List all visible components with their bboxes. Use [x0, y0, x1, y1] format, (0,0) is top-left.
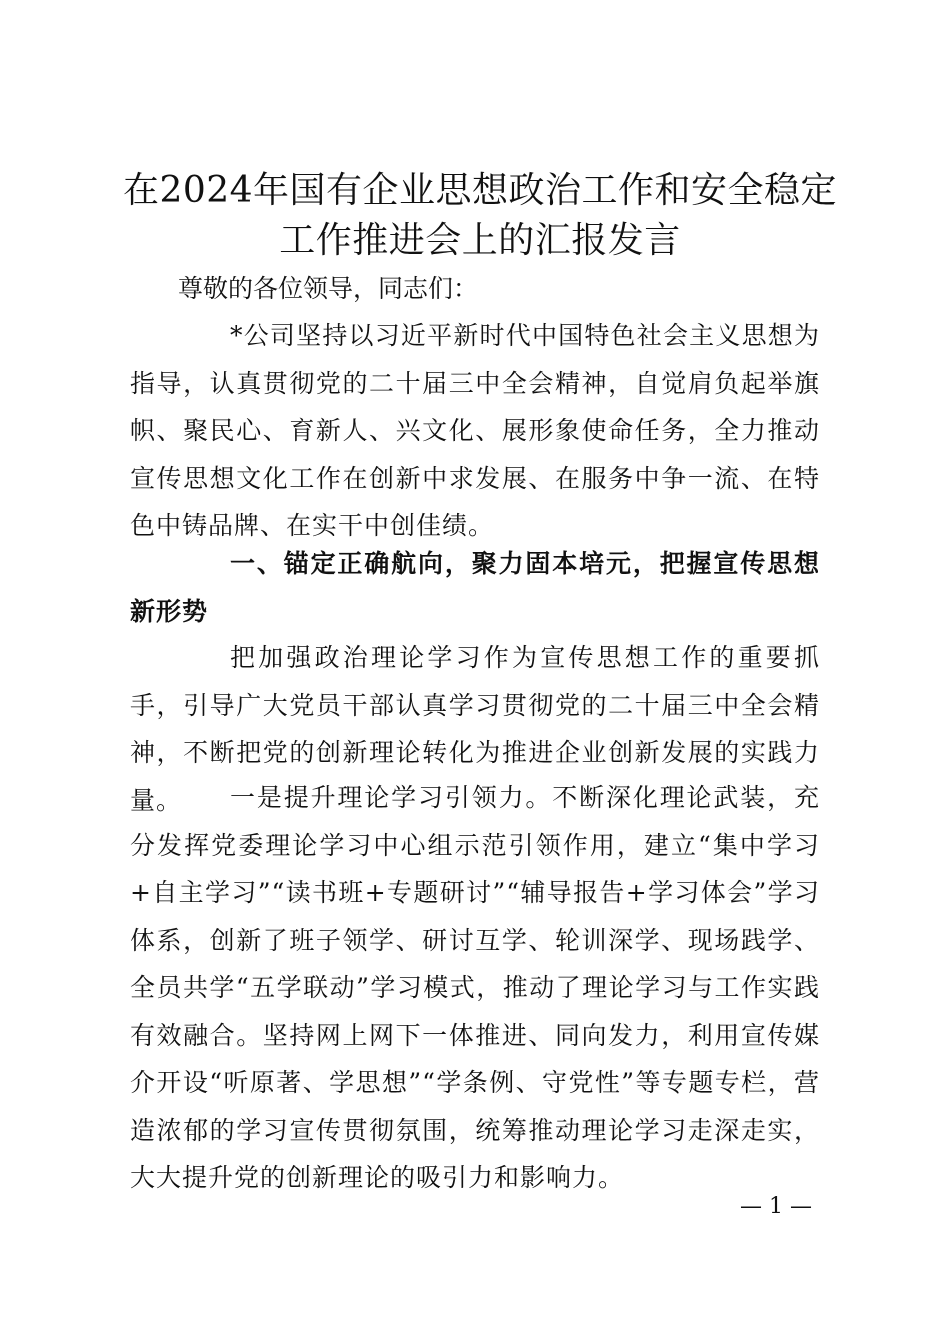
- page-title: [110, 166, 850, 266]
- salutation: 尊敬的各位领导，同志们：: [178, 274, 479, 303]
- body-paragraph: 一是提升理论学习引领力。不断深化理论武装，充分发挥党委理论学习中心组示范引领作用，建立“集中学习+自主学习”“读书班+专题研讨”“辅导报告+学习体会”学习体系，创新了班子领学、研讨互学、轮训深学、现场践学、全员共学“五学联动”学习模式，推动了理论学习与工作实践有效融合。坚持网上网下一体推进、同向发力，利用宣传媒介开设“听原著、学思想”“学条例、守党性”等专题专栏，营造浓郁的学习宣传贯彻氛围，统筹推动理论学习走深走实，大大提升党的创新理论的吸引力和影响力。: [130, 783, 820, 1192]
- body-paragraph: 把加强政治理论学习作为宣传思想工作的重要抓手，引导广大党员干部认真学习贯彻党的二十届三中全会精神，不断把党的创新理论转化为推进企业创新发展的实践力量。: [130, 643, 820, 815]
- page-number: — 1 —: [740, 1194, 812, 1219]
- title-line-2: 工作推进会上的汇报发言: [279, 220, 681, 261]
- title-line-1: 在2024年国有企业思想政治工作和安全稳定: [122, 170, 838, 211]
- section-heading: 一、锚定正确航向，聚力固本培元，把握宣传思想新形势: [130, 549, 820, 626]
- intro-paragraph: *公司坚持以习近平新时代中国特色社会主义思想为指导，认真贯彻党的二十届三中全会精神，自觉肩负起举旗帜、聚民心、育新人、兴文化、展形象使命任务，全力推动宣传思想文化工作在创新中求发展、在服务中争一流、在特色中铸品牌、在实干中创佳绩。: [130, 321, 820, 540]
